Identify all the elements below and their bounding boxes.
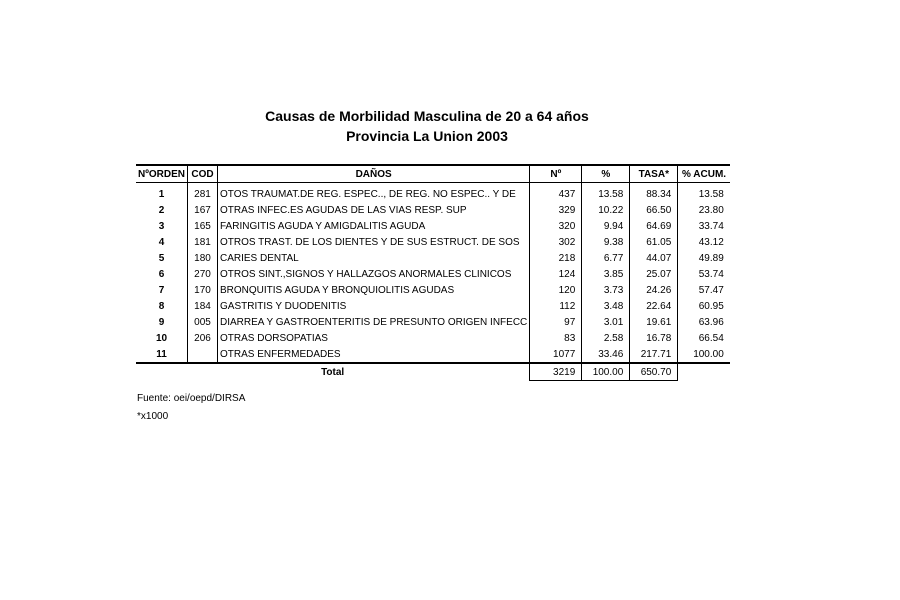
cell-orden: 2 bbox=[158, 204, 165, 216]
cell-orden: 9 bbox=[158, 316, 165, 328]
morbidity-table bbox=[136, 164, 730, 381]
cell-pct: 6.77 bbox=[582, 250, 630, 266]
cell-tasa: 61.05 bbox=[630, 234, 678, 250]
cell-pct: 3.85 bbox=[582, 266, 630, 282]
cell-tasa: 25.07 bbox=[630, 266, 678, 282]
cell-cod: 005 bbox=[188, 314, 218, 330]
cell-n: 124 bbox=[530, 266, 582, 282]
cell-orden: 6 bbox=[158, 268, 165, 280]
table-row bbox=[136, 266, 730, 282]
cell-n: 218 bbox=[530, 250, 582, 266]
cell-tasa: 44.07 bbox=[630, 250, 678, 266]
table-row bbox=[136, 346, 730, 363]
cell-dano: BRONQUITIS AGUDA Y BRONQUIOLITIS AGUDAS bbox=[218, 282, 530, 298]
cell-acum: 53.74 bbox=[678, 266, 730, 282]
header-orden: NºORDEN bbox=[136, 165, 188, 183]
header-n: Nº bbox=[530, 165, 582, 183]
cell-acum: 66.54 bbox=[678, 330, 730, 346]
cell-n: 320 bbox=[530, 218, 582, 234]
cell-dano: OTROS TRAST. DE LOS DIENTES Y DE SUS ESTRUCT. DE SOS bbox=[218, 234, 530, 250]
cell-tasa: 16.78 bbox=[630, 330, 678, 346]
cell-acum: 100.00 bbox=[678, 346, 730, 363]
cell-cod: 180 bbox=[188, 250, 218, 266]
header-cod: COD bbox=[188, 165, 218, 183]
header-tasa: TASA* bbox=[630, 165, 678, 183]
total-pct: 100.00 bbox=[582, 363, 630, 381]
cell-n: 437 bbox=[530, 183, 582, 203]
cell-cod: 167 bbox=[188, 202, 218, 218]
total-row bbox=[136, 363, 730, 381]
table-row bbox=[136, 218, 730, 234]
cell-pct: 13.58 bbox=[582, 183, 630, 203]
footnote: *x1000 bbox=[137, 411, 169, 422]
table-row bbox=[136, 282, 730, 298]
cell-n: 1077 bbox=[530, 346, 582, 363]
cell-dano: GASTRITIS Y DUODENITIS bbox=[218, 298, 530, 314]
cell-pct: 3.01 bbox=[582, 314, 630, 330]
cell-pct: 10.22 bbox=[582, 202, 630, 218]
cell-orden: 4 bbox=[158, 236, 165, 248]
cell-orden: 1 bbox=[158, 188, 165, 200]
table-row bbox=[136, 330, 730, 346]
cell-acum: 63.96 bbox=[678, 314, 730, 330]
table-subtitle: Provincia La Union 2003 bbox=[346, 128, 508, 144]
cell-pct: 33.46 bbox=[582, 346, 630, 363]
table-title: Causas de Morbilidad Masculina de 20 a 64 años bbox=[265, 108, 589, 124]
cell-n: 120 bbox=[530, 282, 582, 298]
cell-pct: 2.58 bbox=[582, 330, 630, 346]
total-n: 3219 bbox=[530, 363, 582, 381]
cell-dano: OTRAS INFEC.ES AGUDAS DE LAS VIAS RESP. SUP bbox=[218, 202, 530, 218]
cell-dano: OTROS SINT.,SIGNOS Y HALLAZGOS ANORMALES CLINICOS bbox=[218, 266, 530, 282]
cell-pct: 3.73 bbox=[582, 282, 630, 298]
table-row bbox=[136, 234, 730, 250]
cell-tasa: 22.64 bbox=[630, 298, 678, 314]
cell-pct: 3.48 bbox=[582, 298, 630, 314]
cell-n: 112 bbox=[530, 298, 582, 314]
header-pct: % bbox=[582, 165, 630, 183]
cell-n: 302 bbox=[530, 234, 582, 250]
cell-tasa: 66.50 bbox=[630, 202, 678, 218]
table-row bbox=[136, 250, 730, 266]
cell-tasa: 217.71 bbox=[630, 346, 678, 363]
cell-acum: 13.58 bbox=[678, 183, 730, 203]
total-tasa: 650.70 bbox=[630, 363, 678, 381]
cell-cod: 181 bbox=[188, 234, 218, 250]
cell-acum: 49.89 bbox=[678, 250, 730, 266]
cell-tasa: 88.34 bbox=[630, 183, 678, 203]
table-row bbox=[136, 202, 730, 218]
cell-orden: 10 bbox=[155, 332, 168, 344]
source-note: Fuente: oei/oepd/DIRSA bbox=[137, 393, 246, 404]
cell-acum: 57.47 bbox=[678, 282, 730, 298]
cell-tasa: 64.69 bbox=[630, 218, 678, 234]
cell-acum: 33.74 bbox=[678, 218, 730, 234]
cell-dano: OTOS TRAUMAT.DE REG. ESPEC.., DE REG. NO ESPEC.. Y DE bbox=[218, 183, 530, 203]
cell-n: 97 bbox=[530, 314, 582, 330]
table-row bbox=[136, 183, 730, 203]
cell-tasa: 19.61 bbox=[630, 314, 678, 330]
cell-acum: 23.80 bbox=[678, 202, 730, 218]
cell-orden: 7 bbox=[158, 284, 165, 296]
cell-acum: 60.95 bbox=[678, 298, 730, 314]
cell-orden: 5 bbox=[158, 252, 165, 264]
total-acum-empty bbox=[678, 363, 730, 381]
cell-orden: 11 bbox=[136, 346, 188, 363]
cell-cod: 184 bbox=[188, 298, 218, 314]
header-danos: DAÑOS bbox=[218, 165, 530, 183]
cell-cod: 281 bbox=[188, 183, 218, 203]
cell-tasa: 24.26 bbox=[630, 282, 678, 298]
cell-dano: CARIES DENTAL bbox=[218, 250, 530, 266]
cell-cod: 206 bbox=[188, 330, 218, 346]
cell-cod bbox=[188, 346, 218, 363]
table-body bbox=[136, 183, 730, 364]
cell-dano: OTRAS ENFERMEDADES bbox=[218, 346, 530, 363]
cell-cod: 170 bbox=[188, 282, 218, 298]
cell-n: 329 bbox=[530, 202, 582, 218]
cell-pct: 9.94 bbox=[582, 218, 630, 234]
cell-dano: DIARREA Y GASTROENTERITIS DE PRESUNTO ORIGEN INFECC bbox=[218, 314, 530, 330]
header-row bbox=[136, 165, 730, 183]
cell-cod: 165 bbox=[188, 218, 218, 234]
cell-orden: 3 bbox=[158, 220, 165, 232]
cell-dano: OTRAS DORSOPATIAS bbox=[218, 330, 530, 346]
table-row bbox=[136, 298, 730, 314]
cell-cod: 270 bbox=[188, 266, 218, 282]
table-row bbox=[136, 314, 730, 330]
cell-orden: 8 bbox=[158, 300, 165, 312]
cell-n: 83 bbox=[530, 330, 582, 346]
total-label: Total bbox=[321, 366, 345, 378]
cell-dano: FARINGITIS AGUDA Y AMIGDALITIS AGUDA bbox=[218, 218, 530, 234]
cell-pct: 9.38 bbox=[582, 234, 630, 250]
header-acum: % ACUM. bbox=[678, 165, 730, 183]
cell-acum: 43.12 bbox=[678, 234, 730, 250]
